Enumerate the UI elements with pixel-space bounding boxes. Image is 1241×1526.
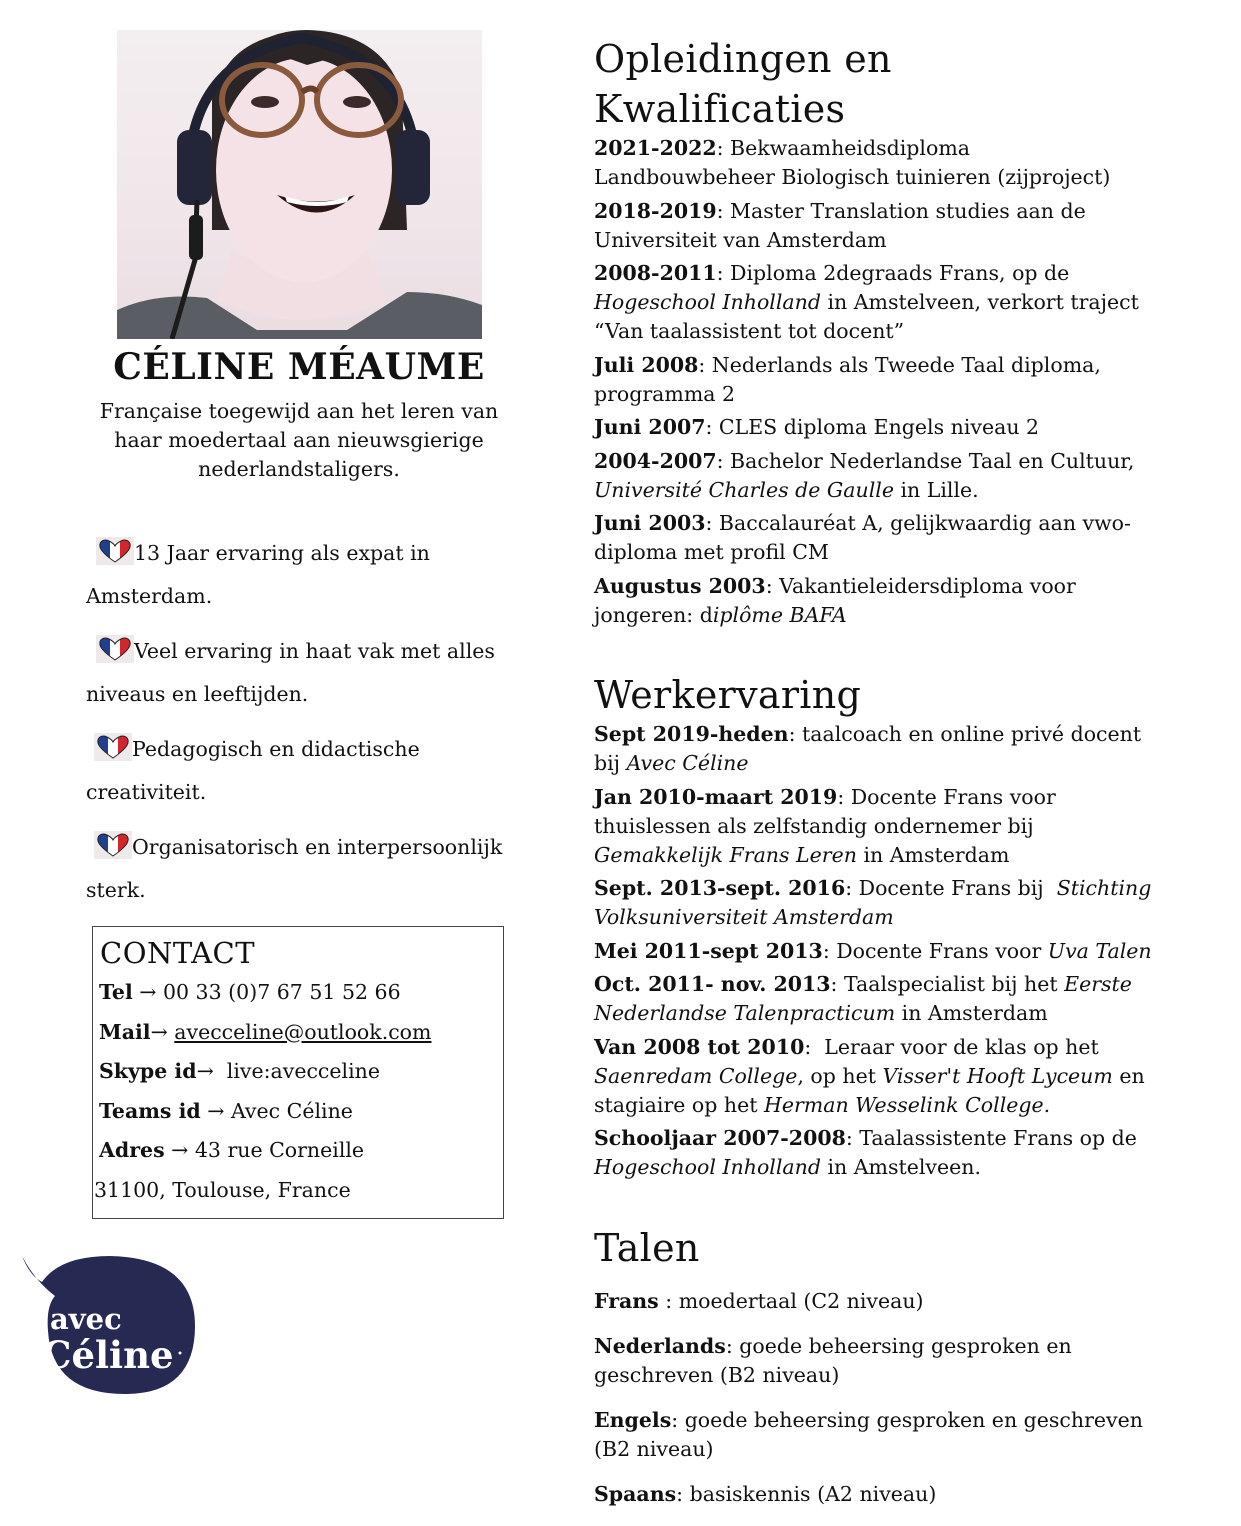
education-entry xyxy=(594,413,1154,442)
portrait-image xyxy=(117,30,482,339)
entry-text: in Amsterdam xyxy=(895,1001,1048,1025)
work-entry xyxy=(594,720,1154,778)
contact-label: Skype id xyxy=(99,1059,197,1083)
education-entry xyxy=(594,572,1154,630)
language-separator: : xyxy=(725,1333,740,1358)
entry-text: en stagiaire op het xyxy=(594,1063,1152,1117)
logo-line2: Céline xyxy=(42,1333,174,1377)
avec-celine-logo xyxy=(20,1226,200,1396)
language-separator: : xyxy=(671,1407,685,1432)
work-entry xyxy=(594,970,1154,1028)
highlight-item xyxy=(86,630,512,716)
profile-tagline: Française toegewijd aan het leren van haar moedertaal aan nieuwsgierige nederlandstaligers. xyxy=(99,399,499,481)
entry-text: in Amstelveen. xyxy=(820,1155,981,1179)
language-level: goede beheersing gesproken en geschreven (B2 niveau) xyxy=(594,1407,1143,1461)
education-list xyxy=(594,134,1154,630)
language-item xyxy=(594,1287,1154,1316)
main-content xyxy=(594,34,1158,1525)
entry-text: : Docente Frans voor xyxy=(822,938,1048,963)
entry-text: in Lille. xyxy=(893,477,979,502)
french-flag-heart-icon xyxy=(94,831,132,859)
work-entry xyxy=(594,1033,1154,1120)
work-entry xyxy=(594,1124,1154,1182)
entry-institution: Gemakkelijk Frans Leren xyxy=(594,842,857,867)
entry-text: : Docente Frans bij xyxy=(845,876,1057,900)
entry-date: Juli 2008 xyxy=(594,352,699,377)
arrow-icon: → xyxy=(150,1019,175,1044)
entry-text: in Amsterdam xyxy=(856,842,1010,867)
entry-date: Jan 2010-maart 2019 xyxy=(594,784,838,809)
teams-value: Avec Céline xyxy=(230,1098,353,1123)
contact-box xyxy=(92,926,504,1219)
work-title: Werkervaring xyxy=(594,673,862,717)
entry-date: Juni 2007 xyxy=(594,415,706,439)
entry-text: : Nederlands als Tweede Taal diploma, programma 2 xyxy=(594,352,1108,406)
profile-photo xyxy=(117,30,482,339)
address-value: 43 rue Corneille xyxy=(194,1138,365,1162)
contact-row-skype xyxy=(93,1052,503,1092)
contact-row-mail xyxy=(93,1013,503,1053)
language-name: Nederlands xyxy=(594,1333,726,1358)
skype-value: live:avecceline xyxy=(226,1059,380,1083)
entry-text: : taalcoach en online privé docent bij xyxy=(594,722,1148,775)
language-name: Frans xyxy=(594,1288,659,1313)
entry-text: : Diploma 2degraads Frans, op de xyxy=(716,261,1076,285)
education-title: Opleidingen en Kwalificaties xyxy=(594,37,892,131)
entry-text: in Amstelveen, verkort traject “Van taalassistent tot docent” xyxy=(594,290,1146,343)
entry-date: Van 2008 tot 2010 xyxy=(594,1034,805,1059)
entry-text: : Bekwaamheidsdiploma Landbouwbeheer Biologisch tuinieren (zijproject) xyxy=(594,136,1111,189)
contact-title: CONTACT xyxy=(100,936,256,970)
entry-institution: Herman Wesselink College. xyxy=(763,1092,1051,1117)
entry-date: 2018-2019 xyxy=(594,198,717,223)
highlight-item xyxy=(86,826,512,912)
arrow-icon: → xyxy=(200,1098,231,1123)
entry-institution: Université Charles de Gaulle xyxy=(594,477,894,502)
entry-text: : Vakantieleidersdiploma voor jongeren: d xyxy=(594,573,1083,627)
language-name: Spaans xyxy=(594,1481,677,1506)
language-separator: : xyxy=(676,1481,690,1506)
entry-text: : Docente Frans voor thuislessen als zelfstandig ondernemer bij xyxy=(594,784,1063,838)
email-link[interactable]: avecceline@outlook.com xyxy=(174,1019,432,1044)
contact-label: Teams id xyxy=(99,1098,201,1123)
address-line2: 31100, Toulouse, France xyxy=(94,1177,351,1202)
entry-date: 2008-2011 xyxy=(594,261,717,285)
entry-text: : Master Translation studies aan de Universiteit van Amsterdam xyxy=(594,198,1093,252)
entry-date: Schooljaar 2007-2008 xyxy=(594,1126,846,1150)
entry-date: 2021-2022 xyxy=(594,136,717,160)
sidebar xyxy=(86,30,512,1219)
education-entry xyxy=(594,351,1154,409)
education-entry xyxy=(594,447,1154,505)
language-item xyxy=(594,1406,1154,1464)
highlight-text: 13 Jaar ervaring als expat in Amsterdam. xyxy=(86,541,430,608)
highlight-item xyxy=(86,728,512,814)
work-entry xyxy=(594,874,1158,932)
highlight-text: Veel ervaring in haat vak met alles niveaus en leeftijden. xyxy=(86,639,495,706)
highlight-text: Organisatorisch en interpersoonlijk sterk. xyxy=(86,835,503,902)
contact-row-teams xyxy=(93,1092,503,1132)
entry-text: : Bachelor Nederlandse Taal en Cultuur, xyxy=(716,448,1141,473)
education-entry xyxy=(594,509,1154,567)
work-entry xyxy=(594,783,1154,870)
french-flag-heart-icon xyxy=(94,733,132,761)
french-flag-heart-icon xyxy=(96,635,134,663)
work-section xyxy=(594,670,1158,1182)
work-list xyxy=(594,720,1158,1182)
language-level: basiskennis (A2 niveau) xyxy=(689,1481,937,1506)
entry-institution: iplôme BAFA xyxy=(712,602,847,627)
entry-date: Oct. 2011- nov. 2013 xyxy=(594,972,831,996)
entry-text: : Taalspecialist bij het xyxy=(830,972,1065,996)
arrow-icon: → xyxy=(196,1059,227,1083)
entry-date: 2004-2007 xyxy=(594,448,717,473)
language-level: goede beheersing gesproken en geschreven (B2 niveau) xyxy=(594,1333,1072,1387)
contact-label: Mail xyxy=(99,1019,151,1044)
phone-value[interactable]: 00 33 (0)7 67 51 52 66 xyxy=(162,980,401,1004)
languages-list xyxy=(594,1287,1154,1509)
profile-name: CÉLINE MÉAUME xyxy=(113,346,485,388)
entry-text: : CLES diploma Engels niveau 2 xyxy=(705,415,1040,439)
work-entry xyxy=(594,937,1154,966)
education-entry xyxy=(594,134,1154,192)
entry-institution: Saenredam College xyxy=(594,1063,798,1088)
languages-title: Talen xyxy=(594,1225,700,1270)
contact-row-tel xyxy=(93,973,503,1013)
contact-label: Adres xyxy=(99,1138,165,1162)
entry-date: Sept. 2013-sept. 2016 xyxy=(594,876,846,900)
entry-institution: Uva Talen xyxy=(1047,938,1152,963)
entry-institution: Hogeschool Inholland xyxy=(594,1155,821,1179)
entry-institution: Hogeschool Inholland xyxy=(594,290,821,314)
language-separator: : xyxy=(658,1288,679,1313)
contact-label: Tel xyxy=(99,980,133,1004)
entry-text: , op het xyxy=(797,1063,883,1088)
arrow-icon: → xyxy=(132,980,163,1004)
french-flag-heart-icon xyxy=(96,537,134,565)
entry-date: Mei 2011-sept 2013 xyxy=(594,938,823,963)
entry-date: Sept 2019-heden xyxy=(594,722,789,746)
highlight-text: Pedagogisch en didactische creativiteit. xyxy=(86,737,420,804)
languages-section xyxy=(594,1223,1154,1509)
education-entry xyxy=(594,259,1154,346)
contact-row-address xyxy=(93,1131,503,1171)
entry-institution: Stichting Volksuniversiteit Amsterdam xyxy=(594,876,1158,929)
language-level: moedertaal (C2 niveau) xyxy=(678,1288,924,1313)
arrow-icon: → xyxy=(164,1138,195,1162)
language-item xyxy=(594,1480,1154,1509)
language-item xyxy=(594,1332,1154,1390)
highlight-item xyxy=(86,532,512,618)
education-section xyxy=(594,34,1154,630)
entry-institution: Visser't Hooft Lyceum xyxy=(882,1063,1113,1088)
language-name: Engels xyxy=(594,1407,672,1432)
education-entry xyxy=(594,197,1154,255)
entry-institution: Eerste Nederlandse Talenpracticum xyxy=(594,972,1139,1025)
highlights-list xyxy=(86,532,512,912)
entry-institution: Avec Céline xyxy=(626,751,749,775)
entry-text: : Taalassistente Frans op de xyxy=(845,1126,1144,1150)
entry-date: Augustus 2003 xyxy=(594,573,766,598)
entry-text: : Leraar voor de klas op het xyxy=(804,1034,1106,1059)
entry-text: : Baccalauréat A, gelijkwaardig aan vwo-diploma met profil CM xyxy=(594,511,1131,564)
entry-date: Juni 2003 xyxy=(594,511,706,535)
logo-line1: avec xyxy=(50,1302,122,1336)
